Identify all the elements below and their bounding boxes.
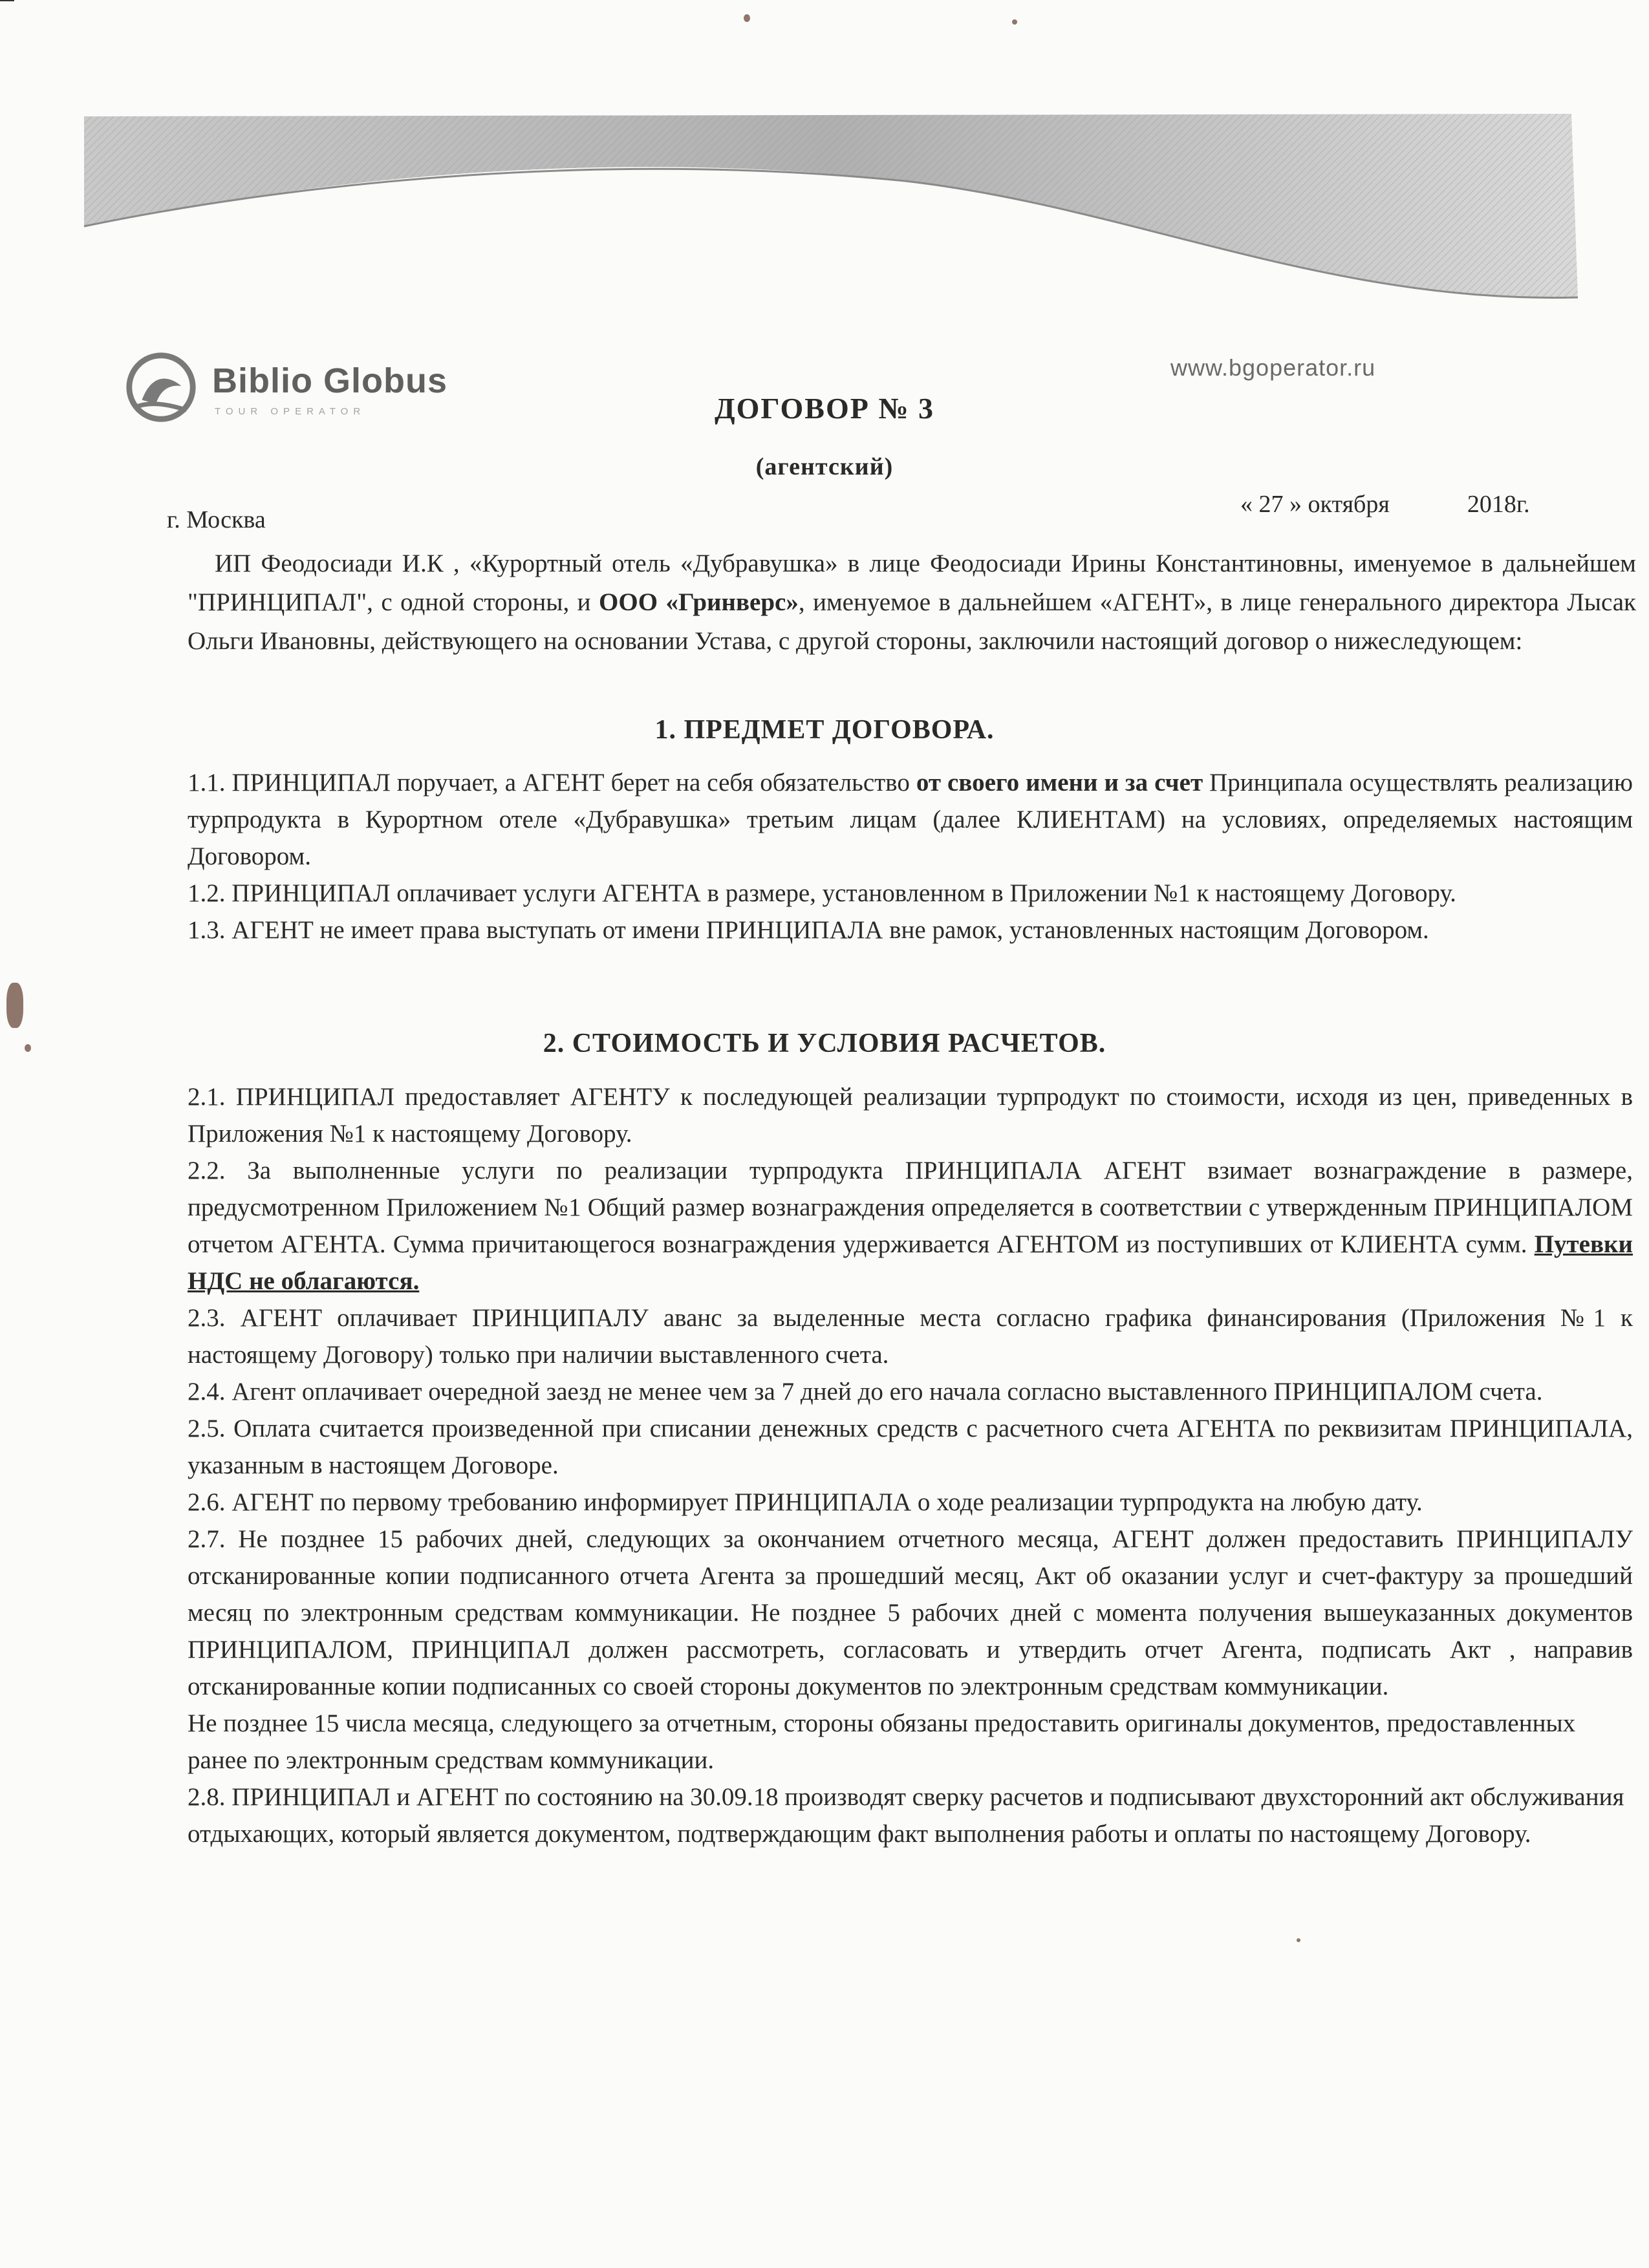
scan-speck [1012, 19, 1017, 25]
intro-paragraph [188, 544, 1636, 661]
clause-1-2: 1.2. ПРИНЦИПАЛ оплачивает услуги АГЕНТА в размере, установленном в Приложении №1 к настоящему Договору. [188, 879, 1456, 907]
clause-1-1 [188, 764, 1633, 875]
clause-1-3: 1.3. АГЕНТ не имеет права выступать от имени ПРИНЦИПАЛА вне рамок, установленных настоящим Договором. [188, 916, 1429, 944]
clause-2-1: 2.1. ПРИНЦИПАЛ предоставляет АГЕНТУ к последующей реализации турпродукт по стоимости, исходя из цен, приведенных в Приложения №1 к настоящему Договору. [188, 1083, 1633, 1148]
letterhead-wave-banner [0, 91, 1649, 310]
agent-name: ООО «Гринверс» [599, 588, 799, 616]
scan-speck [6, 983, 23, 1028]
clause-2-2-text: 2.2. За выполненные услуги по реализации турпродукта ПРИНЦИПАЛА АГЕНТ взимает вознаграждение в размере, предусмотренном Приложением №1 Общий размер вознаграждения определяется в соответствии с утвержденным ПРИНЦИПАЛОМ отчетом АГЕНТА. Сумма причитающегося вознаграждения удерживается АГЕНТОМ из поступивших от КЛИЕНТА сумм. [188, 1157, 1633, 1258]
clause-2-8: 2.8. ПРИНЦИПАЛ и АГЕНТ по состоянию на 30.09.18 производят сверку расчетов и подписывают двухсторонний акт обслуживания отдыхающих, который является документом, подтверждающим факт выполнения работы и оплаты по настоящему Договору. [188, 1783, 1624, 1848]
section-1-title: 1. ПРЕДМЕТ ДОГОВОРА. [654, 715, 995, 745]
clause-2-4: 2.4. Агент оплачивает очередной заезд не менее чем за 7 дней до его начала согласно выставленного ПРИНЦИПАЛОМ счета. [188, 1378, 1543, 1406]
section-1-body [188, 764, 1633, 948]
clause-2-7-extra: Не позднее 15 числа месяца, следующего за отчетным, стороны обязаны предоставить оригиналы документов, предоставленных ранее по электронным средствам коммуникации. [188, 1709, 1576, 1774]
scan-speck [1297, 1938, 1300, 1942]
vat-note: Путевки НДС не облагаются. [188, 1230, 1633, 1295]
logo-tagline: TOUR OPERATOR [215, 406, 366, 417]
date-year: 2018г. [1467, 491, 1530, 518]
clause-2-3: 2.3. АГЕНТ оплачивает ПРИНЦИПАЛУ аванс за выделенные места согласно графика финансирования (Приложения №1 к настоящему Договору) только при наличии выставленного счета. [188, 1304, 1633, 1369]
document-title: ДОГОВОР № 3 [714, 392, 935, 425]
clause-2-5: 2.5. Оплата считается произведенной при списании денежных средств с расчетного счета АГЕНТА по реквизитам ПРИНЦИПАЛА, указанным в настоящем Договоре. [188, 1415, 1633, 1479]
website-url: www.bgoperator.ru [1170, 354, 1376, 381]
document-subtitle: (агентский) [755, 453, 894, 480]
document-date [1240, 490, 1530, 519]
section-2-title: 2. СТОИМОСТЬ И УСЛОВИЯ РАСЧЕТОВ. [543, 1029, 1106, 1058]
intro-text-2: , именуемое в дальнейшем «АГЕНТ», в лице генерального директора Лысак Ольги Ивановны, действующего на основании Устава, с другой стороны, заключили настоящий договор о нижеследующем: [188, 588, 1636, 655]
scan-speck [744, 14, 750, 22]
clause-2-7: 2.7. Не позднее 15 рабочих дней, следующих за окончанием отчетного месяца, АГЕНТ должен предоставить ПРИНЦИПАЛУ отсканированные копии подписанного отчета Агента за прошедший месяц, Акт об оказании услуг и счет-фактуру за прошедший месяц по электронным средствам коммуникации. Не позднее 5 рабочих дней с момента получения вышеуказанных документов ПРИНЦИПАЛОМ, ПРИНЦИПАЛ должен рассмотреть, согласовать и утвердить отчет Агента, подписать Акт , направив отсканированные копии подписанных со своей стороны документов по электронным средствам коммуникации. [188, 1525, 1633, 1700]
clause-1-1-bold: от своего имени и за счет [916, 769, 1203, 797]
clause-2-6: 2.6. АГЕНТ по первому требованию информирует ПРИНЦИПАЛА о ходе реализации турпродукта на любую дату. [188, 1488, 1423, 1516]
clause-2-2 [188, 1152, 1633, 1300]
scan-artifact-line [0, 0, 14, 1]
clause-1-1-text: 1.1. ПРИНЦИПАЛ поручает, а АГЕНТ берет на себя обязательство [188, 769, 916, 797]
logo-name: Biblio Globus [212, 361, 447, 400]
intro-text-1: ИП Феодосиади И.К , «Курортный отель «Дубравушка» в лице Феодосиади Ирины Константиновны, именуемое в дальнейшем "ПРИНЦИПАЛ", с одной стороны, и [188, 550, 1636, 616]
date-day: « 27 » октября [1240, 491, 1390, 518]
clause-1-1-text-2: Принципала осуществлять реализацию турпродукта в Курортном отеле «Дубравушка» третьим лицам (далее КЛИЕНТАМ) на условиях, определяемых настоящим Договором. [188, 769, 1633, 870]
section-2-body [188, 1078, 1633, 1852]
document-city: г. Москва [167, 506, 266, 533]
